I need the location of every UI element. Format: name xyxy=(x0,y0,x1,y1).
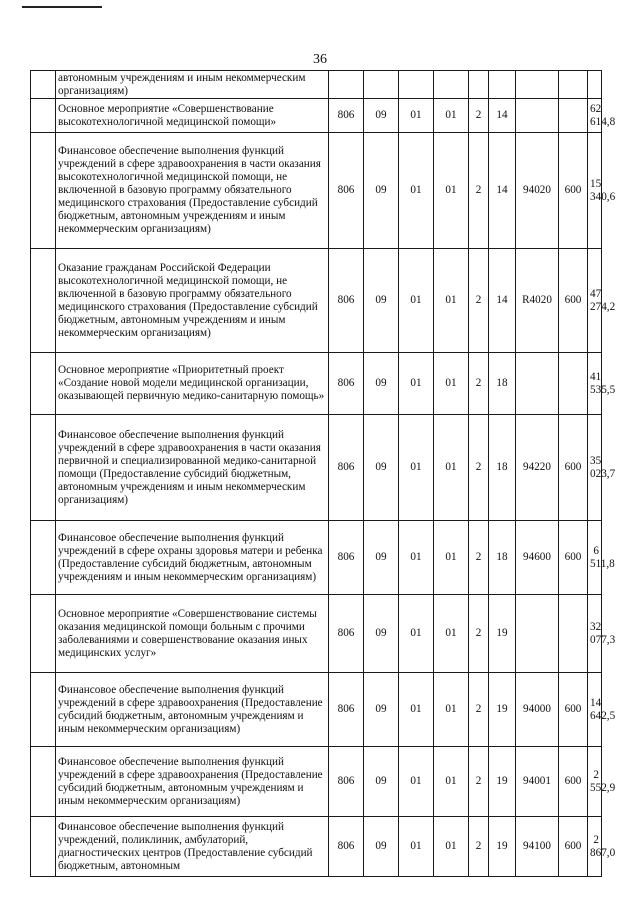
cell-subsection: 01 xyxy=(399,99,434,133)
cell-direction: 94000 xyxy=(516,673,559,747)
cell-amount: 35 023,7 xyxy=(588,415,602,521)
cell-ministry-code: 806 xyxy=(329,673,364,747)
cell-section xyxy=(364,71,399,99)
cell-expense-type: 600 xyxy=(559,133,588,249)
cell-event: 19 xyxy=(489,817,516,877)
cell-margin xyxy=(31,415,56,521)
table-row xyxy=(31,99,602,133)
budget-table-body xyxy=(31,71,616,877)
cell-name: Оказание гражданам Российской Федерации высокотехнологичной медицинской помощи, не включенной в базовую программу обязательного медицинского страхования (Предоставление субсидий бюджетным, автономным учреждениям и иным некоммерческим организациям) xyxy=(56,249,329,353)
cell-event xyxy=(489,71,516,99)
table-row xyxy=(31,71,602,99)
cell-expense-type: 600 xyxy=(559,249,588,353)
cell-amount: 62 614,8 xyxy=(588,99,602,133)
cell-expense-type: 600 xyxy=(559,415,588,521)
cell-expense-type xyxy=(559,71,588,99)
cell-program: 01 xyxy=(434,249,469,353)
cell-amount: 2 867,0 xyxy=(588,817,602,877)
cell-name: Основное мероприятие «Приоритетный проект «Создание новой модели медицинской организации, оказывающей первичную медико-санитарную помощь» xyxy=(56,353,329,415)
cell-amount: 6 511,8 xyxy=(588,521,602,595)
cell-direction xyxy=(516,99,559,133)
table-row xyxy=(31,747,602,817)
header-rule xyxy=(22,6,102,8)
cell-margin xyxy=(31,817,56,877)
cell-section: 09 xyxy=(364,133,399,249)
cell-amount: 32 077,3 xyxy=(588,595,602,673)
cell-name: Финансовое обеспечение выполнения функций учреждений в сфере здравоохранения в части оказания первичной и специализированной медико-санитарной помощи (Предоставление субсидий бюджетным, автономным учреждениям и иным некоммерческим организациям) xyxy=(56,415,329,521)
cell-section: 09 xyxy=(364,521,399,595)
cell-event: 14 xyxy=(489,249,516,353)
table-row xyxy=(31,817,602,877)
cell-subprogram: 2 xyxy=(469,817,489,877)
cell-section: 09 xyxy=(364,249,399,353)
cell-event: 19 xyxy=(489,595,516,673)
cell-event: 14 xyxy=(489,99,516,133)
cell-margin xyxy=(31,133,56,249)
cell-subprogram: 2 xyxy=(469,133,489,249)
budget-table xyxy=(30,70,616,877)
cell-event: 19 xyxy=(489,747,516,817)
cell-margin xyxy=(31,99,56,133)
cell-program: 01 xyxy=(434,99,469,133)
table-row xyxy=(31,415,602,521)
cell-name: Финансовое обеспечение выполнения функций учреждений в сфере здравоохранения в части оказания высокотехнологичной медицинской помощи, не включенной в базовую программу обязательного медицинского страхования (Предоставление субсидий бюджетным, автономным учреждениям и иным некоммерческим организациям) xyxy=(56,133,329,249)
cell-direction xyxy=(516,71,559,99)
cell-subprogram: 2 xyxy=(469,595,489,673)
cell-event: 14 xyxy=(489,133,516,249)
cell-subsection: 01 xyxy=(399,521,434,595)
cell-expense-type xyxy=(559,353,588,415)
cell-program: 01 xyxy=(434,521,469,595)
cell-event: 18 xyxy=(489,521,516,595)
cell-ministry-code: 806 xyxy=(329,817,364,877)
cell-section: 09 xyxy=(364,353,399,415)
cell-ministry-code: 806 xyxy=(329,521,364,595)
cell-subsection: 01 xyxy=(399,415,434,521)
table-row xyxy=(31,353,602,415)
cell-subsection xyxy=(399,71,434,99)
cell-subprogram: 2 xyxy=(469,249,489,353)
cell-name: Финансовое обеспечение выполнения функций учреждений в сфере здравоохранения (Предоставление субсидий бюджетным, автономным учреждениям и иным некоммерческим организациям) xyxy=(56,747,329,817)
page-number: 36 xyxy=(313,52,327,67)
cell-name: автономным учреждениям и иным некоммерческим организациям) xyxy=(56,71,329,99)
cell-direction: 94100 xyxy=(516,817,559,877)
cell-ministry-code: 806 xyxy=(329,747,364,817)
cell-name: Финансовое обеспечение выполнения функций учреждений, поликлиник, амбулаторий, диагностических центров (Предоставление субсидий бюджетным, автономным xyxy=(56,817,329,877)
cell-event: 19 xyxy=(489,673,516,747)
cell-subsection: 01 xyxy=(399,133,434,249)
cell-amount: 47 274,2 xyxy=(588,249,602,353)
cell-expense-type: 600 xyxy=(559,673,588,747)
cell-ministry-code: 806 xyxy=(329,353,364,415)
cell-amount: 2 552,9 xyxy=(588,747,602,817)
cell-section: 09 xyxy=(364,415,399,521)
cell-subsection: 01 xyxy=(399,817,434,877)
cell-direction: 94220 xyxy=(516,415,559,521)
cell-subprogram xyxy=(469,71,489,99)
cell-subsection: 01 xyxy=(399,353,434,415)
cell-ministry-code: 806 xyxy=(329,415,364,521)
table-row xyxy=(31,133,602,249)
cell-program: 01 xyxy=(434,817,469,877)
cell-ministry-code: 806 xyxy=(329,99,364,133)
cell-ministry-code: 806 xyxy=(329,133,364,249)
cell-name: Основное мероприятие «Совершенствование высокотехнологичной медицинской помощи» xyxy=(56,99,329,133)
cell-direction xyxy=(516,353,559,415)
cell-subprogram: 2 xyxy=(469,415,489,521)
cell-subsection: 01 xyxy=(399,673,434,747)
cell-section: 09 xyxy=(364,595,399,673)
cell-expense-type xyxy=(559,595,588,673)
cell-expense-type: 600 xyxy=(559,521,588,595)
cell-margin xyxy=(31,673,56,747)
cell-program: 01 xyxy=(434,747,469,817)
cell-section: 09 xyxy=(364,673,399,747)
cell-name: Финансовое обеспечение выполнения функций учреждений в сфере здравоохранения (Предоставление субсидий бюджетным, автономным учреждениям и иным некоммерческим организациям) xyxy=(56,673,329,747)
cell-subprogram: 2 xyxy=(469,673,489,747)
cell-margin xyxy=(31,521,56,595)
cell-program: 01 xyxy=(434,673,469,747)
cell-direction: R4020 xyxy=(516,249,559,353)
cell-margin xyxy=(31,71,56,99)
cell-event: 18 xyxy=(489,353,516,415)
cell-expense-type xyxy=(559,99,588,133)
cell-direction xyxy=(516,595,559,673)
table-row xyxy=(31,595,602,673)
cell-subsection: 01 xyxy=(399,249,434,353)
cell-program: 01 xyxy=(434,415,469,521)
cell-amount xyxy=(588,71,602,99)
cell-name: Основное мероприятие «Совершенствование системы оказания медицинской помощи больным с прочими заболеваниями и совершенствование оказания иных медицинских услуг» xyxy=(56,595,329,673)
cell-program xyxy=(434,71,469,99)
cell-subprogram: 2 xyxy=(469,353,489,415)
cell-program: 01 xyxy=(434,133,469,249)
cell-program: 01 xyxy=(434,353,469,415)
cell-subprogram: 2 xyxy=(469,99,489,133)
cell-amount: 14 642,5 xyxy=(588,673,602,747)
cell-margin xyxy=(31,595,56,673)
cell-section: 09 xyxy=(364,99,399,133)
table-row xyxy=(31,249,602,353)
cell-amount: 15 340,6 xyxy=(588,133,602,249)
cell-subprogram: 2 xyxy=(469,521,489,595)
cell-event: 18 xyxy=(489,415,516,521)
cell-direction: 94600 xyxy=(516,521,559,595)
cell-subsection: 01 xyxy=(399,747,434,817)
cell-direction: 94020 xyxy=(516,133,559,249)
cell-section: 09 xyxy=(364,817,399,877)
cell-amount: 41 535,5 xyxy=(588,353,602,415)
cell-ministry-code: 806 xyxy=(329,595,364,673)
cell-expense-type: 600 xyxy=(559,747,588,817)
cell-section: 09 xyxy=(364,747,399,817)
table-row xyxy=(31,521,602,595)
cell-expense-type: 600 xyxy=(559,817,588,877)
cell-margin xyxy=(31,353,56,415)
cell-subprogram: 2 xyxy=(469,747,489,817)
cell-subsection: 01 xyxy=(399,595,434,673)
cell-margin xyxy=(31,747,56,817)
cell-direction: 94001 xyxy=(516,747,559,817)
cell-name: Финансовое обеспечение выполнения функций учреждений в сфере охраны здоровья матери и ребенка (Предоставление субсидий бюджетным, автономным учреждениям и иным некоммерческим организациям) xyxy=(56,521,329,595)
cell-margin xyxy=(31,249,56,353)
cell-program: 01 xyxy=(434,595,469,673)
table-row xyxy=(31,673,602,747)
budget-table-container xyxy=(30,70,616,877)
cell-ministry-code xyxy=(329,71,364,99)
cell-ministry-code: 806 xyxy=(329,249,364,353)
